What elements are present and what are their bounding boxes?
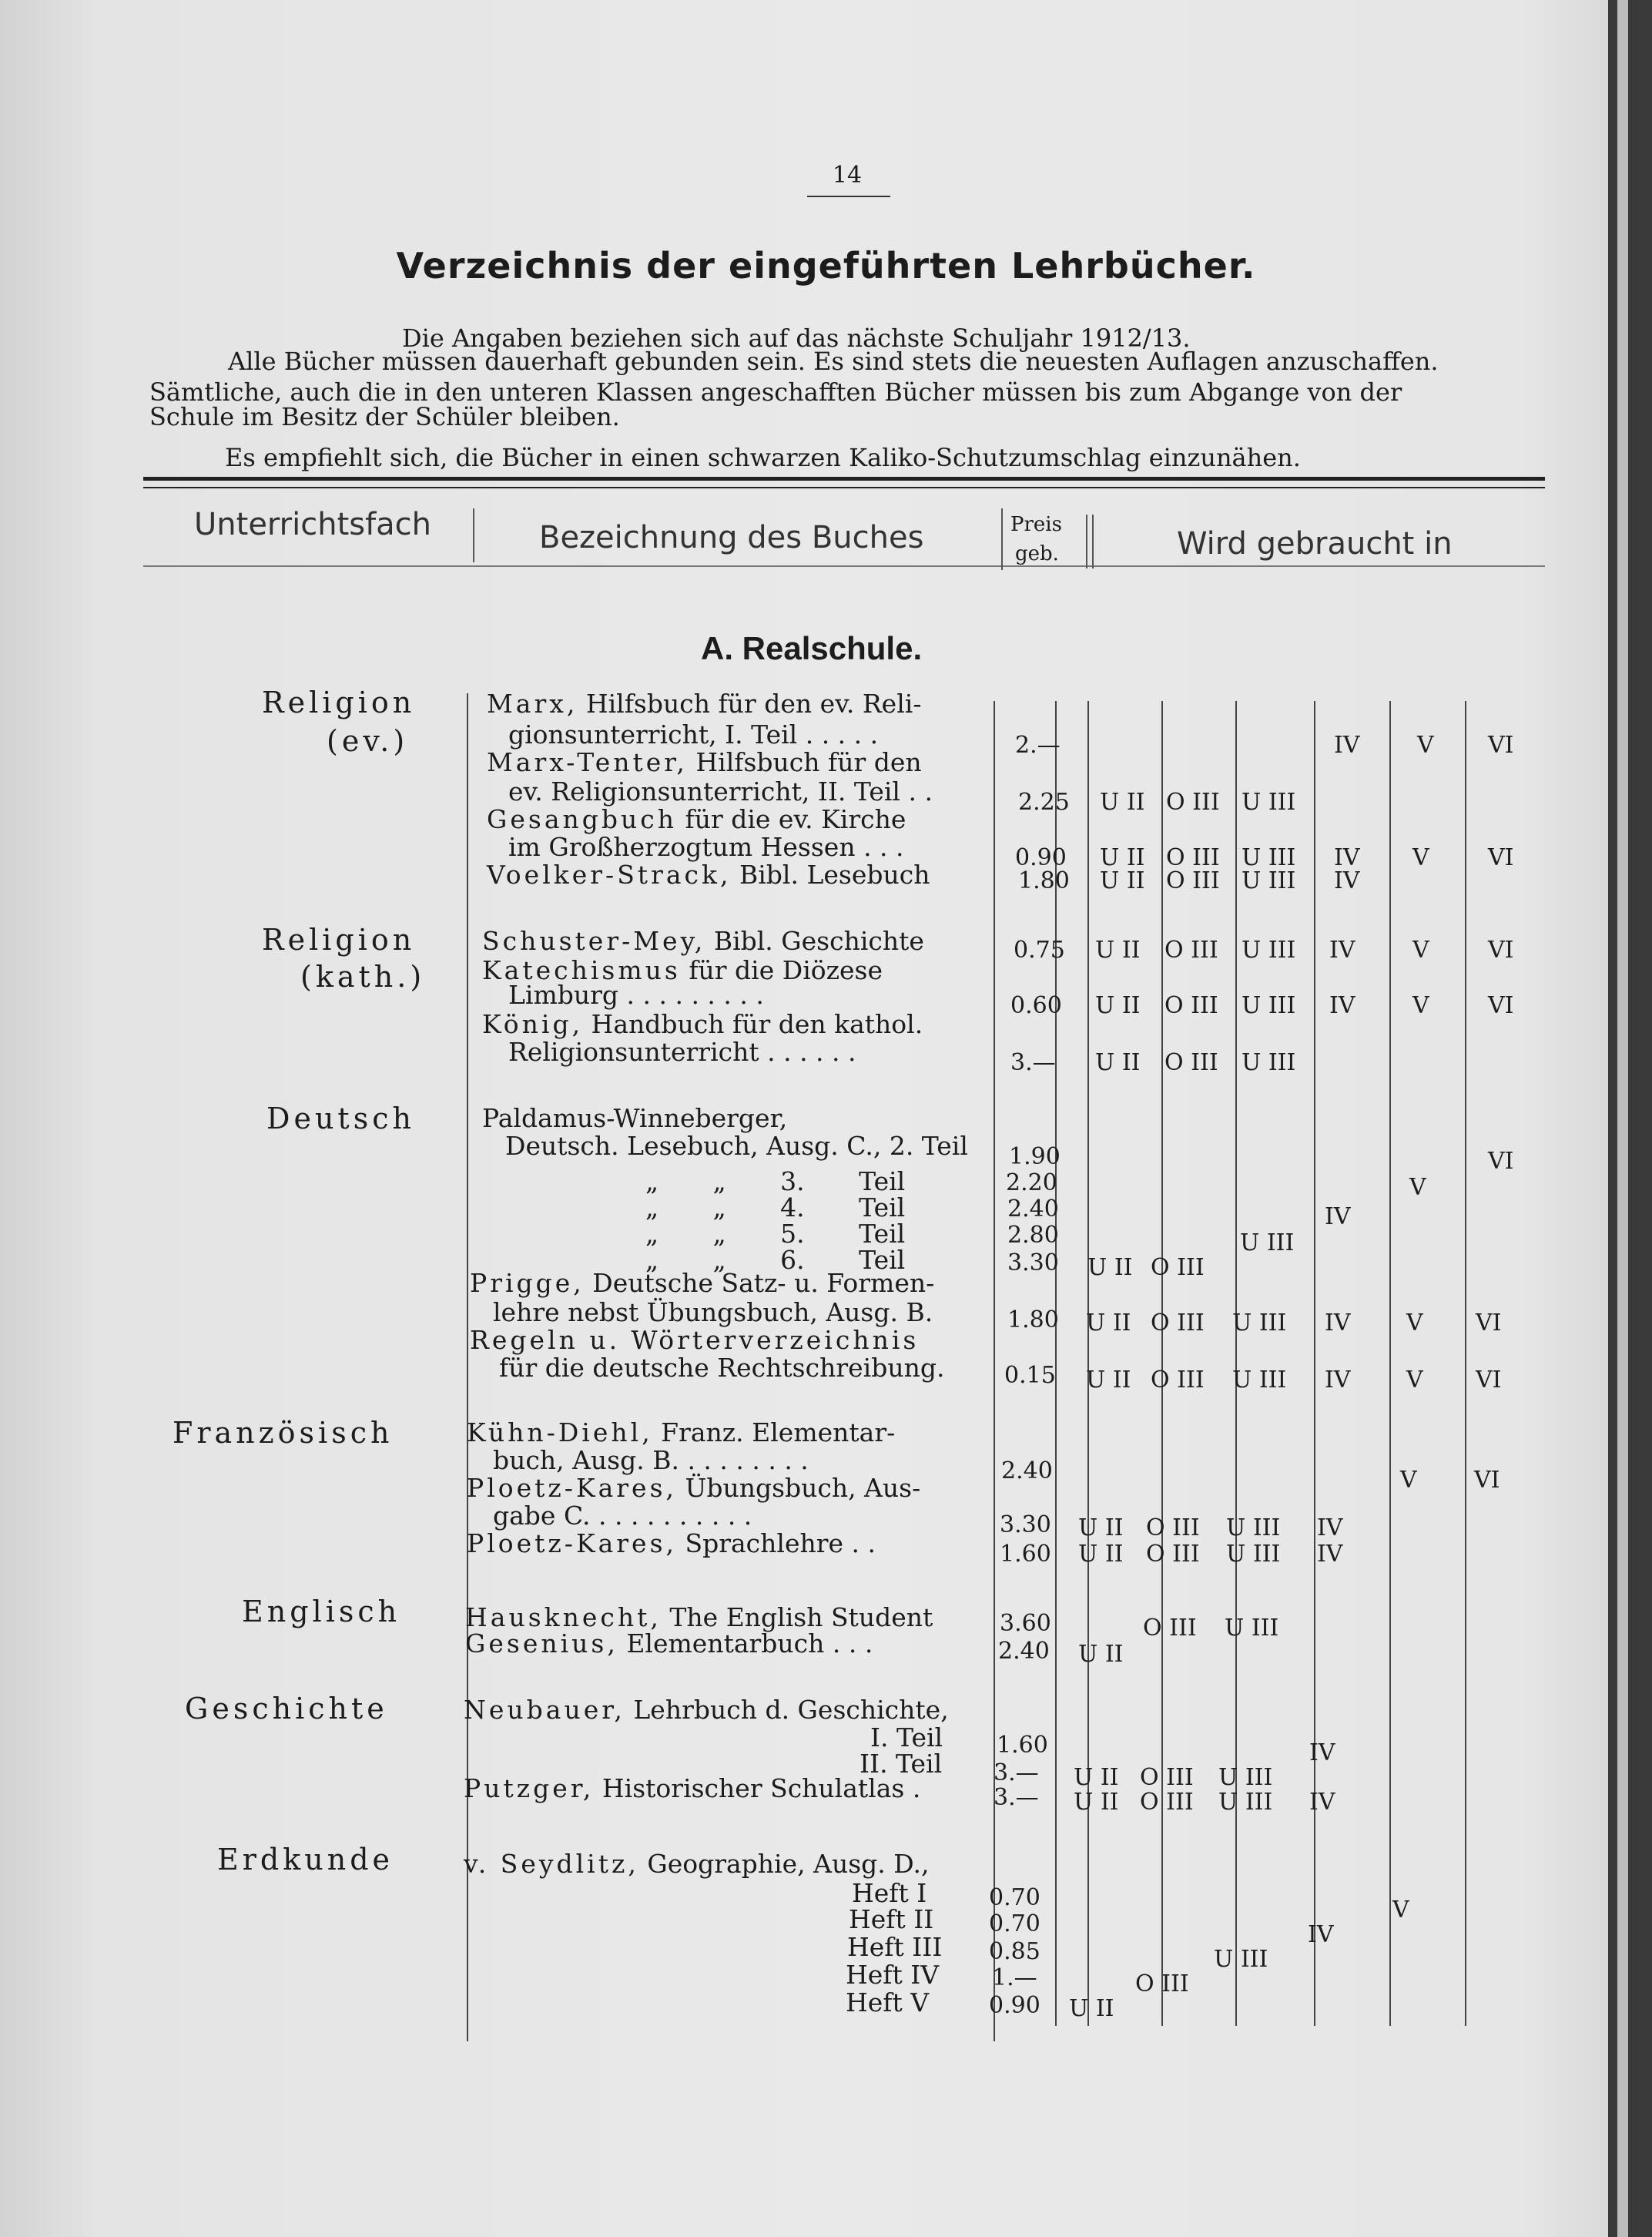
class-cell: U III xyxy=(1240,1229,1295,1256)
class-cell: O III xyxy=(1151,1310,1205,1336)
table-line-uii xyxy=(1087,701,1089,2026)
class-cell: U III xyxy=(1242,844,1296,871)
price: 2.— xyxy=(1015,732,1061,759)
class-cell: IV xyxy=(1308,1921,1334,1948)
table-line-v xyxy=(1389,701,1391,2026)
book-title: Heft II xyxy=(849,1904,934,1934)
class-cell: IV xyxy=(1334,867,1360,894)
price: 3.— xyxy=(994,1784,1039,1811)
book-title: „ „ 4. Teil xyxy=(645,1192,906,1222)
price: 3.— xyxy=(994,1759,1039,1786)
class-cell: U II xyxy=(1078,1541,1124,1568)
class-cell: VI xyxy=(1474,1467,1500,1494)
class-cell: U II xyxy=(1087,1254,1133,1281)
book-title: Deutsch. Lesebuch, Ausg. C., 2. Teil xyxy=(505,1131,968,1161)
class-cell: U III xyxy=(1242,867,1296,894)
price: 0.85 xyxy=(989,1938,1040,1965)
class-cell: O III xyxy=(1166,789,1220,816)
book-title: Limburg . . . . . . . . . xyxy=(508,980,764,1010)
class-cell: VI xyxy=(1476,1310,1502,1336)
table-line-iv xyxy=(1314,701,1315,2026)
column-header-book: Bezeichnung des Buches xyxy=(539,520,924,555)
class-cell: O III xyxy=(1164,992,1218,1019)
book-title: für die deutsche Rechtschreibung. xyxy=(499,1353,945,1383)
class-cell: V xyxy=(1406,1367,1423,1394)
subject-deutsch: Deutsch xyxy=(266,1102,415,1135)
book-title: I. Teil xyxy=(870,1722,943,1752)
table-line-uiii xyxy=(1235,701,1237,2026)
table-line-subject xyxy=(467,693,468,2041)
class-cell: O III xyxy=(1143,1615,1197,1642)
book-title: Schuster-Mey, Bibl. Geschichte xyxy=(482,926,924,956)
column-separator xyxy=(1092,515,1094,568)
class-cell: O III xyxy=(1135,1970,1189,1997)
class-cell: VI xyxy=(1488,732,1514,759)
price: 3.60 xyxy=(1000,1610,1051,1637)
class-cell: U III xyxy=(1225,1615,1279,1642)
class-cell: O III xyxy=(1146,1541,1200,1568)
column-separator xyxy=(473,508,474,562)
price: 2.40 xyxy=(1001,1457,1053,1484)
header-rule-top xyxy=(143,477,1545,481)
subject-erdkunde: Erdkunde xyxy=(217,1843,394,1876)
price: 0.75 xyxy=(1014,937,1065,964)
book-title: Marx, Hilfsbuch für den ev. Reli- xyxy=(487,689,922,719)
class-cell: U II xyxy=(1095,937,1141,964)
class-cell: IV xyxy=(1329,937,1355,964)
class-cell: U III xyxy=(1242,1049,1296,1076)
book-title: Religionsunterricht . . . . . . xyxy=(508,1037,856,1067)
class-cell: VI xyxy=(1488,937,1514,964)
book-title: „ „ 3. Teil xyxy=(645,1166,906,1196)
intro-line: Schule im Besitz der Schüler bleiben. xyxy=(149,402,620,431)
subject-englisch: Englisch xyxy=(242,1595,401,1628)
class-cell: IV xyxy=(1334,844,1360,871)
class-cell: U II xyxy=(1078,1514,1124,1541)
book-title: Neubauer, Lehrbuch d. Geschichte, xyxy=(464,1695,949,1725)
subject-religion-ev-sub: (ev.) xyxy=(327,724,409,758)
subject-religion-ev: Religion xyxy=(262,686,416,719)
book-title: Paldamus-Winneberger, xyxy=(482,1103,788,1133)
intro-line: Alle Bücher müssen dauerhaft gebunden sein. Es sind stets die neuesten Auflagen anzuschaffen. xyxy=(228,347,1439,376)
book-title: Hausknecht, The English Student xyxy=(465,1602,933,1632)
column-header-price-sub: geb. xyxy=(1015,542,1059,565)
class-cell: U III xyxy=(1242,992,1296,1019)
book-title: Heft IV xyxy=(846,1960,940,1990)
page-number: 14 xyxy=(832,162,863,189)
price: 1.90 xyxy=(1009,1143,1061,1170)
class-cell: O III xyxy=(1140,1789,1194,1816)
book-title: Heft III xyxy=(847,1932,943,1962)
price: 2.80 xyxy=(1007,1222,1059,1249)
column-separator xyxy=(1086,515,1087,568)
price: 0.70 xyxy=(989,1884,1040,1911)
class-cell: VI xyxy=(1476,1367,1502,1394)
price: 0.60 xyxy=(1010,992,1062,1019)
intro-line: Es empfiehlt sich, die Bücher in einen schwarzen Kaliko-Schutzumschlag einzunähen. xyxy=(225,443,1301,472)
class-cell: VI xyxy=(1488,992,1514,1019)
price: 2.40 xyxy=(1007,1196,1059,1222)
book-title: lehre nebst Übungsbuch, Ausg. B. xyxy=(493,1297,933,1327)
price: 0.90 xyxy=(1015,844,1067,871)
class-cell: U III xyxy=(1218,1789,1273,1816)
book-title: „ „ 5. Teil xyxy=(645,1219,906,1249)
book-title: Ploetz-Kares, Sprachlehre . . xyxy=(467,1528,876,1558)
class-cell: O III xyxy=(1140,1764,1194,1791)
price: 3.— xyxy=(1010,1049,1056,1076)
header-rule-bottom xyxy=(143,565,1545,567)
book-title: Marx-Tenter, Hilfsbuch für den xyxy=(487,747,922,777)
class-cell: V xyxy=(1417,732,1434,759)
class-cell: V xyxy=(1412,844,1429,871)
scan-edge-highlight xyxy=(1617,0,1628,2237)
book-title: II. Teil xyxy=(860,1749,943,1779)
class-cell: O III xyxy=(1166,844,1220,871)
subject-geschichte: Geschichte xyxy=(185,1692,388,1726)
class-cell: U III xyxy=(1226,1514,1281,1541)
class-cell: IV xyxy=(1317,1514,1343,1541)
class-cell: U III xyxy=(1242,789,1296,816)
book-title: Ploetz-Kares, Übungsbuch, Aus- xyxy=(467,1473,921,1503)
class-cell: U II xyxy=(1069,1995,1114,2022)
class-cell: U II xyxy=(1100,789,1145,816)
price: 1.60 xyxy=(997,1732,1048,1759)
price: 1.80 xyxy=(1007,1306,1059,1333)
class-cell: U II xyxy=(1100,844,1145,871)
class-cell: U II xyxy=(1086,1310,1131,1336)
class-cell: IV xyxy=(1325,1203,1351,1230)
book-title: im Großherzogtum Hessen . . . xyxy=(508,832,904,862)
header-rule-top-thin xyxy=(143,487,1545,488)
book-title: buch, Ausg. B. . . . . . . . . xyxy=(493,1445,809,1475)
book-title: „ „ 6. Teil xyxy=(645,1245,906,1275)
class-cell: U III xyxy=(1226,1541,1281,1568)
column-header-subject: Unterrichtsfach xyxy=(194,507,432,542)
class-cell: IV xyxy=(1334,732,1360,759)
class-cell: O III xyxy=(1146,1514,1200,1541)
class-cell: V xyxy=(1412,992,1429,1019)
table-line-book xyxy=(994,701,995,2041)
subject-franzoesisch: Französisch xyxy=(173,1416,394,1450)
class-cell: V xyxy=(1400,1467,1417,1494)
intro-line: Sämtliche, auch die in den unteren Klassen angeschafften Bücher müssen bis zum Abgange von der xyxy=(149,377,1402,407)
scan-edge xyxy=(1608,0,1652,2237)
class-cell: U III xyxy=(1232,1367,1287,1394)
table-line-oiii xyxy=(1161,701,1163,2026)
class-cell: O III xyxy=(1166,867,1220,894)
price: 3.30 xyxy=(1000,1511,1051,1538)
class-cell: V xyxy=(1392,1897,1409,1923)
class-cell: U II xyxy=(1074,1789,1119,1816)
price: 3.30 xyxy=(1007,1249,1059,1276)
book-title: Voelker-Strack, Bibl. Lesebuch xyxy=(487,860,930,890)
book-title: Putzger, Historischer Schulatlas . xyxy=(464,1773,921,1803)
book-title: Regeln u. Wörterverzeichnis xyxy=(470,1325,920,1355)
class-cell: VI xyxy=(1488,1148,1514,1175)
class-cell: IV xyxy=(1309,1789,1335,1816)
page-title: Verzeichnis der eingeführten Lehrbücher. xyxy=(396,245,1256,287)
column-header-price: Preis xyxy=(1010,513,1062,536)
book-title: Heft V xyxy=(846,1987,930,2017)
class-cell: U II xyxy=(1074,1764,1119,1791)
column-header-used: Wird gebraucht in xyxy=(1177,526,1453,562)
class-cell: U II xyxy=(1078,1641,1124,1668)
class-cell: O III xyxy=(1151,1367,1205,1394)
class-cell: V xyxy=(1412,937,1429,964)
class-cell: IV xyxy=(1325,1367,1351,1394)
class-cell: U II xyxy=(1095,992,1141,1019)
class-cell: U II xyxy=(1095,1049,1141,1076)
price: 1.60 xyxy=(1000,1541,1051,1568)
price: 0.15 xyxy=(1004,1362,1056,1389)
price: 2.25 xyxy=(1018,789,1070,816)
class-cell: O III xyxy=(1151,1254,1205,1281)
book-title: Heft I xyxy=(852,1878,927,1908)
book-title: gionsunterricht, I. Teil . . . . . xyxy=(508,719,879,750)
class-cell: V xyxy=(1409,1174,1426,1201)
price: 1.80 xyxy=(1018,867,1070,894)
book-title: König, Handbuch für den kathol. xyxy=(482,1009,923,1039)
subject-religion-kath: Religion xyxy=(262,923,416,957)
class-cell: U III xyxy=(1218,1764,1273,1791)
class-cell: U II xyxy=(1086,1367,1131,1394)
book-title: Kühn-Diehl, Franz. Elementar- xyxy=(467,1417,896,1447)
book-title: Gesangbuch für die ev. Kirche xyxy=(487,804,906,834)
class-cell: O III xyxy=(1164,937,1218,964)
class-cell: IV xyxy=(1309,1739,1335,1766)
class-cell: O III xyxy=(1164,1049,1218,1076)
class-cell: U III xyxy=(1242,937,1296,964)
book-title: v. Seydlitz, Geographie, Ausg. D., xyxy=(464,1849,930,1879)
class-cell: U III xyxy=(1214,1946,1268,1973)
book-title: gabe C. . . . . . . . . . . xyxy=(493,1501,752,1531)
class-cell: VI xyxy=(1488,844,1514,871)
table-line-vi xyxy=(1465,701,1466,2026)
class-cell: U II xyxy=(1100,867,1145,894)
column-separator xyxy=(1001,508,1003,570)
subject-religion-kath-sub: (kath.) xyxy=(300,960,426,994)
class-cell: U III xyxy=(1232,1310,1287,1336)
class-cell: V xyxy=(1406,1310,1423,1336)
class-cell: IV xyxy=(1325,1310,1351,1336)
price: 2.20 xyxy=(1006,1169,1057,1196)
price: 1.— xyxy=(992,1964,1037,1991)
book-title: ev. Religionsunterricht, II. Teil . . xyxy=(508,776,933,807)
intro-line: Die Angaben beziehen sich auf das nächste Schuljahr 1912/13. xyxy=(402,324,1191,353)
price: 2.40 xyxy=(998,1638,1050,1665)
class-cell: IV xyxy=(1317,1541,1343,1568)
book-title: Prigge, Deutsche Satz- u. Formen- xyxy=(470,1268,935,1298)
book-title: Katechismus für die Diözese xyxy=(482,955,883,985)
price: 0.90 xyxy=(989,1992,1040,2019)
section-title: A. Realschule. xyxy=(701,630,923,666)
class-cell: IV xyxy=(1329,992,1355,1019)
book-title: Gesenius, Elementarbuch . . . xyxy=(465,1628,873,1658)
price: 0.70 xyxy=(989,1910,1040,1937)
page-number-rule xyxy=(807,196,890,197)
